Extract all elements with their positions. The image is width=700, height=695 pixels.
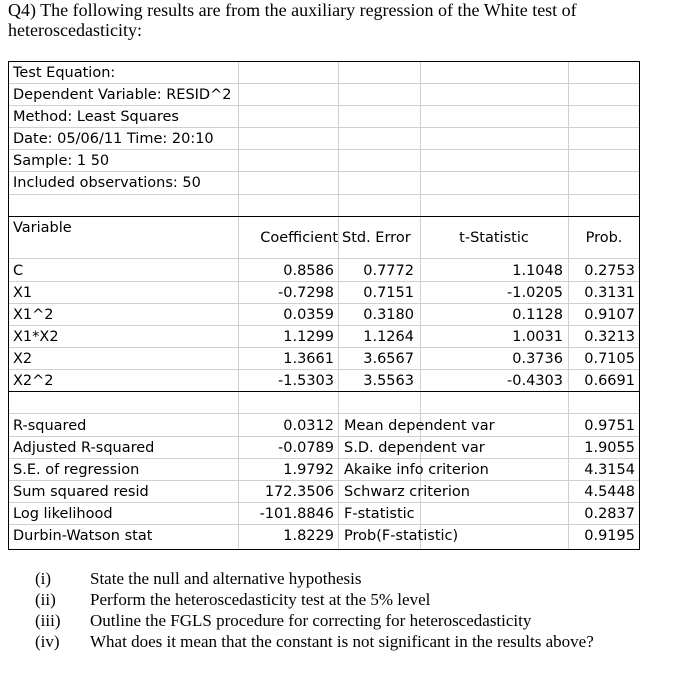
table-row-prob: 0.7105: [584, 351, 635, 367]
stat-value: -0.0789: [278, 440, 334, 456]
stat-value-2: 4.5448: [584, 484, 635, 500]
table-row-prob: 0.3131: [584, 285, 635, 301]
table-row-coefficient: 1.3661: [283, 351, 334, 367]
sub-question: [35, 589, 594, 610]
sub-question-number: (iv): [35, 632, 60, 651]
sub-question-number: (i): [35, 569, 52, 588]
column-header-coefficient: Coefficient: [260, 230, 338, 246]
header-line: Dependent Variable: RESID^2: [13, 87, 232, 103]
stat-label-2: S.D. dependent var: [344, 440, 485, 456]
stat-value: 1.9792: [283, 462, 334, 478]
table-row-t-statistic: 0.1128: [512, 307, 563, 323]
stat-label-2: Mean dependent var: [344, 418, 495, 434]
table-row-std-error: 0.3180: [363, 307, 414, 323]
stat-value: 172.3506: [264, 484, 334, 500]
sub-question-text: What does it mean that the constant is not significant in the results above?: [90, 632, 594, 651]
table-row-prob: 0.9107: [584, 307, 635, 323]
column-header-variable: Variable: [13, 220, 72, 236]
table-row-prob: 0.6691: [584, 373, 635, 389]
stat-label: R-squared: [13, 418, 87, 434]
stat-value: 1.8229: [283, 528, 334, 544]
stat-value: -101.8846: [259, 506, 334, 522]
table-row-variable: X2: [13, 351, 33, 367]
sub-question: [35, 610, 594, 631]
sub-question-text: Outline the FGLS procedure for correcting for heteroscedasticity: [90, 611, 532, 630]
table-row-t-statistic: 1.0031: [512, 329, 563, 345]
sub-question-number: (ii): [35, 590, 56, 609]
header-line: Method: Least Squares: [13, 109, 179, 125]
table-row-variable: X1^2: [13, 307, 54, 323]
table-row-std-error: 0.7151: [363, 285, 414, 301]
table-row-variable: X1: [13, 285, 33, 301]
column-header-prob: Prob.: [585, 230, 623, 246]
table-row-coefficient: 0.0359: [283, 307, 334, 323]
table-row-t-statistic: 0.3736: [512, 351, 563, 367]
stat-label: Durbin-Watson stat: [13, 528, 153, 544]
table-row-coefficient: 1.1299: [283, 329, 334, 345]
sub-question: [35, 631, 594, 652]
stat-value-2: 0.9751: [584, 418, 635, 434]
stat-label: S.E. of regression: [13, 462, 140, 478]
stat-label: Adjusted R-squared: [13, 440, 155, 456]
table-row-std-error: 0.7772: [363, 263, 414, 279]
header-line: Included observations: 50: [13, 175, 201, 191]
column-header-t-statistic: t-Statistic: [459, 230, 529, 246]
header-line: Date: 05/06/11 Time: 20:10: [13, 131, 214, 147]
sub-question-list: [35, 568, 594, 652]
stat-label-2: F-statistic: [344, 506, 415, 522]
table-row-t-statistic: -0.4303: [507, 373, 563, 389]
stat-value-2: 0.9195: [584, 528, 635, 544]
stat-label: Sum squared resid: [13, 484, 149, 500]
table-row-coefficient: 0.8586: [283, 263, 334, 279]
stat-label-2: Akaike info criterion: [344, 462, 489, 478]
table-row-std-error: 3.6567: [363, 351, 414, 367]
question-line-2: heteroscedasticity:: [8, 20, 142, 40]
table-row-variable: X1*X2: [13, 329, 59, 345]
table-row-variable: C: [13, 263, 24, 279]
stat-label: Log likelihood: [13, 506, 113, 522]
stat-value-2: 1.9055: [584, 440, 635, 456]
stat-value: 0.0312: [283, 418, 334, 434]
stat-label-2: Prob(F-statistic): [344, 528, 459, 544]
sub-question-number: (iii): [35, 611, 61, 630]
header-line: Sample: 1 50: [13, 153, 110, 169]
table-row-t-statistic: 1.1048: [512, 263, 563, 279]
table-row-prob: 0.3213: [584, 329, 635, 345]
stat-value-2: 0.2837: [584, 506, 635, 522]
regression-output-table: [8, 61, 640, 550]
stat-value-2: 4.3154: [584, 462, 635, 478]
sub-question-text: Perform the heteroscedasticity test at the 5% level: [90, 590, 431, 609]
table-row-t-statistic: -1.0205: [507, 285, 563, 301]
table-row-std-error: 1.1264: [363, 329, 414, 345]
table-row-coefficient: -0.7298: [278, 285, 334, 301]
sub-question-text: State the null and alternative hypothesis: [90, 569, 362, 588]
question-text: [8, 0, 688, 40]
question-line-1: Q4) The following results are from the auxiliary regression of the White test of: [8, 0, 577, 20]
column-header-std-error: Std. Error: [342, 230, 411, 246]
table-row-std-error: 3.5563: [363, 373, 414, 389]
table-row-variable: X2^2: [13, 373, 54, 389]
header-line: Test Equation:: [13, 65, 116, 81]
stat-label-2: Schwarz criterion: [344, 484, 470, 500]
sub-question: [35, 568, 594, 589]
table-row-prob: 0.2753: [584, 263, 635, 279]
table-row-coefficient: -1.5303: [278, 373, 334, 389]
